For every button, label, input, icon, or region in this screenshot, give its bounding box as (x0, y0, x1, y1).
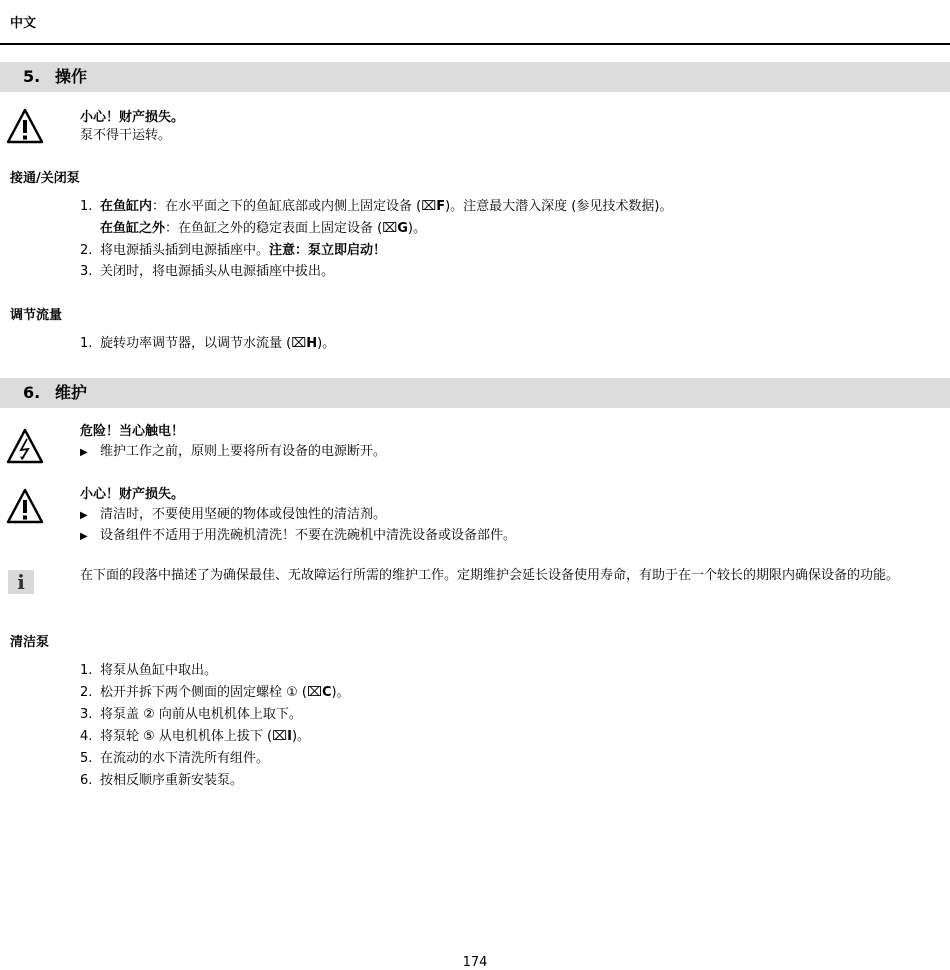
section-6-title: 维护 (55, 383, 88, 402)
danger-heading: 危险！当心触电！ (80, 424, 185, 439)
list-item: 2. 松开并拆下两个侧面的固定螺栓 ① (⌧C)。 (80, 685, 350, 700)
clean-pump-title: 清洁泵 (10, 635, 50, 650)
list-item: ▶ 清洁时，不要使用坚硬的物体或侵蚀性的清洁剂。 (80, 507, 387, 522)
section-5-heading (23, 62, 87, 92)
list-item: 3. 将泵盖 ② 向前从电机机体上取下。 (80, 707, 302, 722)
bullet-arrow-icon: ▶ (80, 531, 88, 542)
page-number: 174 (462, 955, 488, 970)
list-item: 3. 关闭时，将电源插头从电源插座中拔出。 (80, 264, 335, 279)
section-6-number: 6. (23, 383, 41, 402)
section-6-bar (0, 378, 950, 408)
section-5-number: 5. (23, 67, 41, 86)
info-icon: i (8, 570, 34, 594)
section-5-title: 操作 (55, 67, 88, 86)
section-6-heading (23, 378, 87, 408)
list-item-continuation: 在鱼缸之外：在鱼缸之外的稳定表面上固定设备 (⌧G)。 (100, 221, 426, 236)
info-paragraph: 在下面的段落中描述了为确保最佳、无故障运行所需的维护工作。定期维护会延长设备使用寿命，有助于在一个较长的期限内确保设备的功能。 (80, 568, 900, 583)
list-item: ▶ 维护工作之前，原则上要将所有设备的电源断开。 (80, 444, 387, 459)
adjust-flow-title: 调节流量 (10, 308, 63, 323)
section-5-bar (0, 62, 950, 92)
list-item: 6. 按相反顺序重新安装泵。 (80, 773, 244, 788)
list-item: 2. 将电源插头插到电源插座中。注意：泵立即启动！ (80, 243, 387, 258)
caution-heading: 小心！财产损失。 (80, 110, 185, 125)
list-item: ▶ 设备组件不适用于用洗碗机清洗！不要在洗碗机中清洗设备或设备部件。 (80, 528, 517, 543)
caution-text: 泵不得干运转。 (80, 128, 172, 143)
list-item: 5. 在流动的水下清洗所有组件。 (80, 751, 270, 766)
caution-heading: 小心！财产损失。 (80, 487, 185, 502)
switch-pump-title: 接通/关闭泵 (10, 171, 80, 186)
warning-triangle-exclamation-icon (6, 108, 44, 144)
list-item: 1. 旋转功率调节器，以调节水流量 (⌧H)。 (80, 336, 336, 351)
list-item: 1. 在鱼缸内：在水平面之下的鱼缸底部或内侧上固定设备 (⌧F)。注意最大潜入深度 (参见技术数据)。 (80, 199, 673, 214)
list-item: 4. 将泵轮 ⑤ 从电机机体上拔下 (⌧I)。 (80, 729, 311, 744)
warning-triangle-lightning-icon (6, 428, 44, 464)
list-item: 1. 将泵从鱼缸中取出。 (80, 663, 218, 678)
header-rule (0, 43, 950, 45)
language-label: 中文 (10, 16, 37, 31)
warning-triangle-exclamation-icon (6, 488, 44, 524)
bullet-arrow-icon: ▶ (80, 447, 88, 458)
bullet-arrow-icon: ▶ (80, 510, 88, 521)
